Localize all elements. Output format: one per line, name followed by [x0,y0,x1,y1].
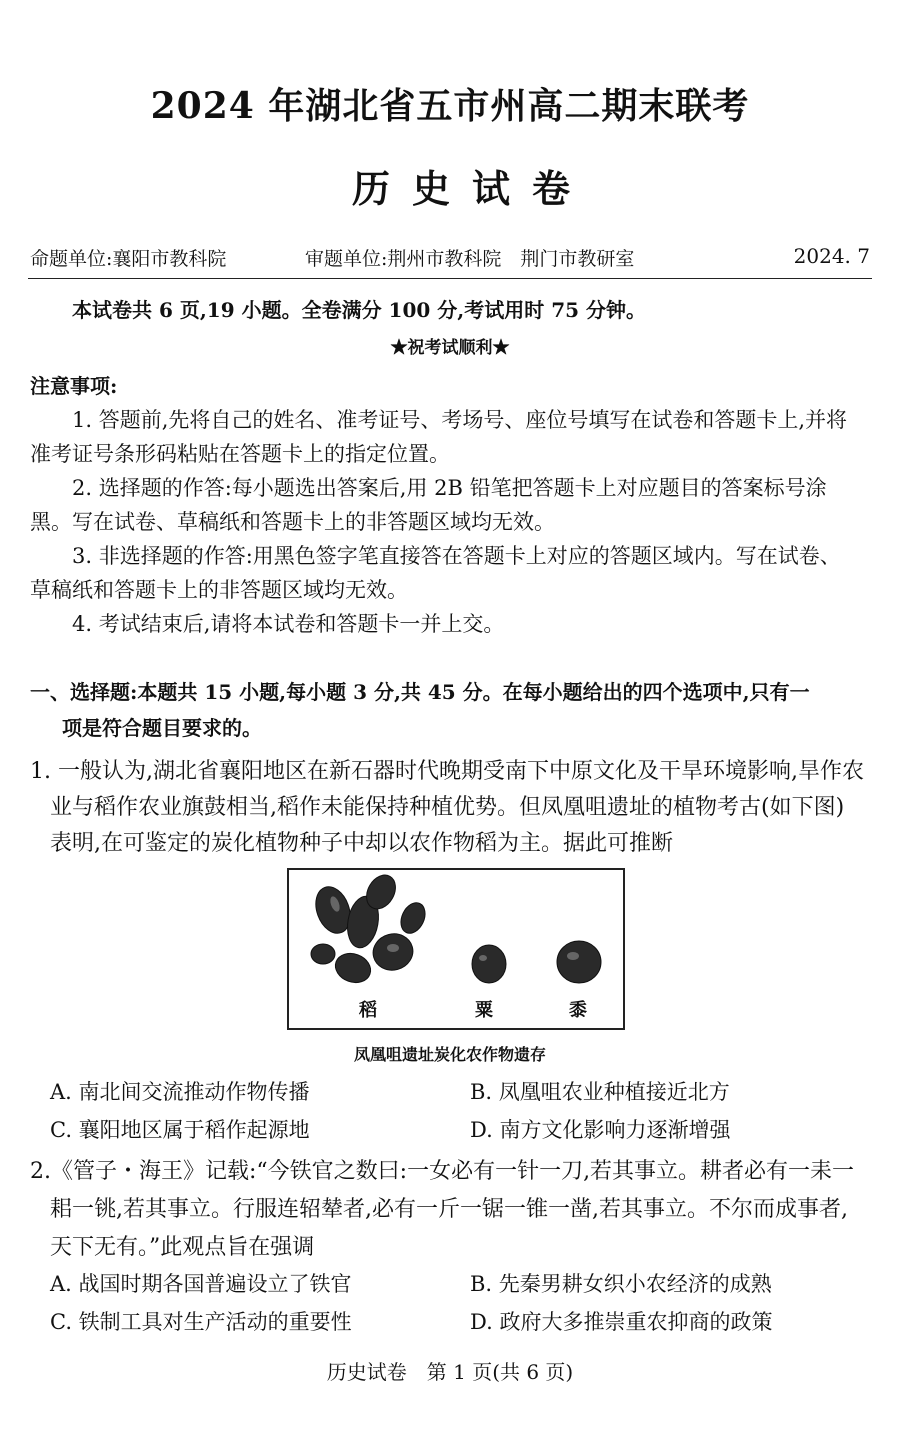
grain-label-rice: 稻 [359,1000,377,1021]
section-heading: 一、选择题:本题共 15 小题,每小题 3 分,共 45 分。在每小题给出的四个选项中,只有一 [30,680,810,704]
q1-option-b: B. 凤凰咀农业种植接近北方 [470,1080,730,1104]
q1-option-c: C. 襄阳地区属于稻作起源地 [50,1118,310,1142]
exam-date: 2024. 7 [793,244,870,268]
header-divider [28,278,872,279]
q2-option-d: D. 政府大多推崇重农抑商的政策 [470,1310,773,1334]
q1-stem-line: 表明,在可鉴定的炭化植物种子中却以农作物稻为主。据此可推断 [50,831,673,856]
q2-option-b: B. 先秦男耕女织小农经济的成熟 [470,1272,772,1296]
q2-option-a: A. 战国时期各国普遍设立了铁官 [50,1272,352,1296]
q1-stem-line: 业与稻作农业旗鼓相当,稻作未能保持种植优势。但凤凰咀遗址的植物考古(如下图) [50,795,845,820]
grain-label-broomcorn: 黍 [569,1000,587,1021]
exam-title: 2024 年湖北省五市州高二期末联考 [150,85,750,127]
q2-stem-line: 耜一铫,若其事立。行服连轺辇者,必有一斤一锯一锥一凿,若其事立。不尔而成事者, [50,1197,848,1222]
notes-heading: 注意事项: [30,374,118,398]
q2-stem-line: 2.《管子・海王》记载:“今铁官之数曰:一女必有一针一刀,若其事立。耕者必有一耒一 [30,1159,855,1184]
good-luck-text: ★祝考试顺利★ [390,338,510,358]
q1-stem-line: 1. 一般认为,湖北省襄阳地区在新石器时代晚期受南下中原文化及干旱环境影响,旱作农 [30,759,864,784]
note-line: 2. 选择题的作答:每小题选出答案后,用 2B 铅笔把答题卡上对应题目的答案标号涂 [72,476,827,500]
q2-option-c: C. 铁制工具对生产活动的重要性 [50,1310,352,1334]
q1-figure [287,868,625,1030]
exam-subtitle: 历史试卷 [351,166,592,211]
page-footer: 历史试卷 第 1 页(共 6 页) [326,1360,574,1384]
proposer-unit: 命题单位:襄阳市教科院 [30,248,227,270]
section-heading-cont: 项是符合题目要求的。 [62,716,262,740]
note-line: 4. 考试结束后,请将本试卷和答题卡一并上交。 [72,612,505,636]
note-line: 3. 非选择题的作答:用黑色签字笔直接答在答题卡上对应的答题区域内。写在试卷、 [72,544,841,568]
note-line: 准考证号条形码粘贴在答题卡上的指定位置。 [30,442,450,466]
note-line: 黑。写在试卷、草稿纸和答题卡上的非答题区域均无效。 [30,510,555,534]
note-line: 草稿纸和答题卡上的非答题区域均无效。 [30,578,408,602]
reviewer-unit: 审题单位:荆州市教科院 荆门市教研室 [305,248,635,270]
exam-summary: 本试卷共 6 页,19 小题。全卷满分 100 分,考试用时 75 分钟。 [72,298,646,322]
figure-caption: 凤凰咀遗址炭化农作物遗存 [353,1045,546,1064]
note-line: 1. 答题前,先将自己的姓名、准考证号、考场号、座位号填写在试卷和答题卡上,并将 [72,408,848,432]
q1-option-a: A. 南北间交流推动作物传播 [50,1080,310,1104]
q2-stem-line: 天下无有。”此观点旨在强调 [50,1235,315,1260]
grain-label-millet: 粟 [475,1000,493,1021]
q1-option-d: D. 南方文化影响力逐渐增强 [470,1118,731,1142]
